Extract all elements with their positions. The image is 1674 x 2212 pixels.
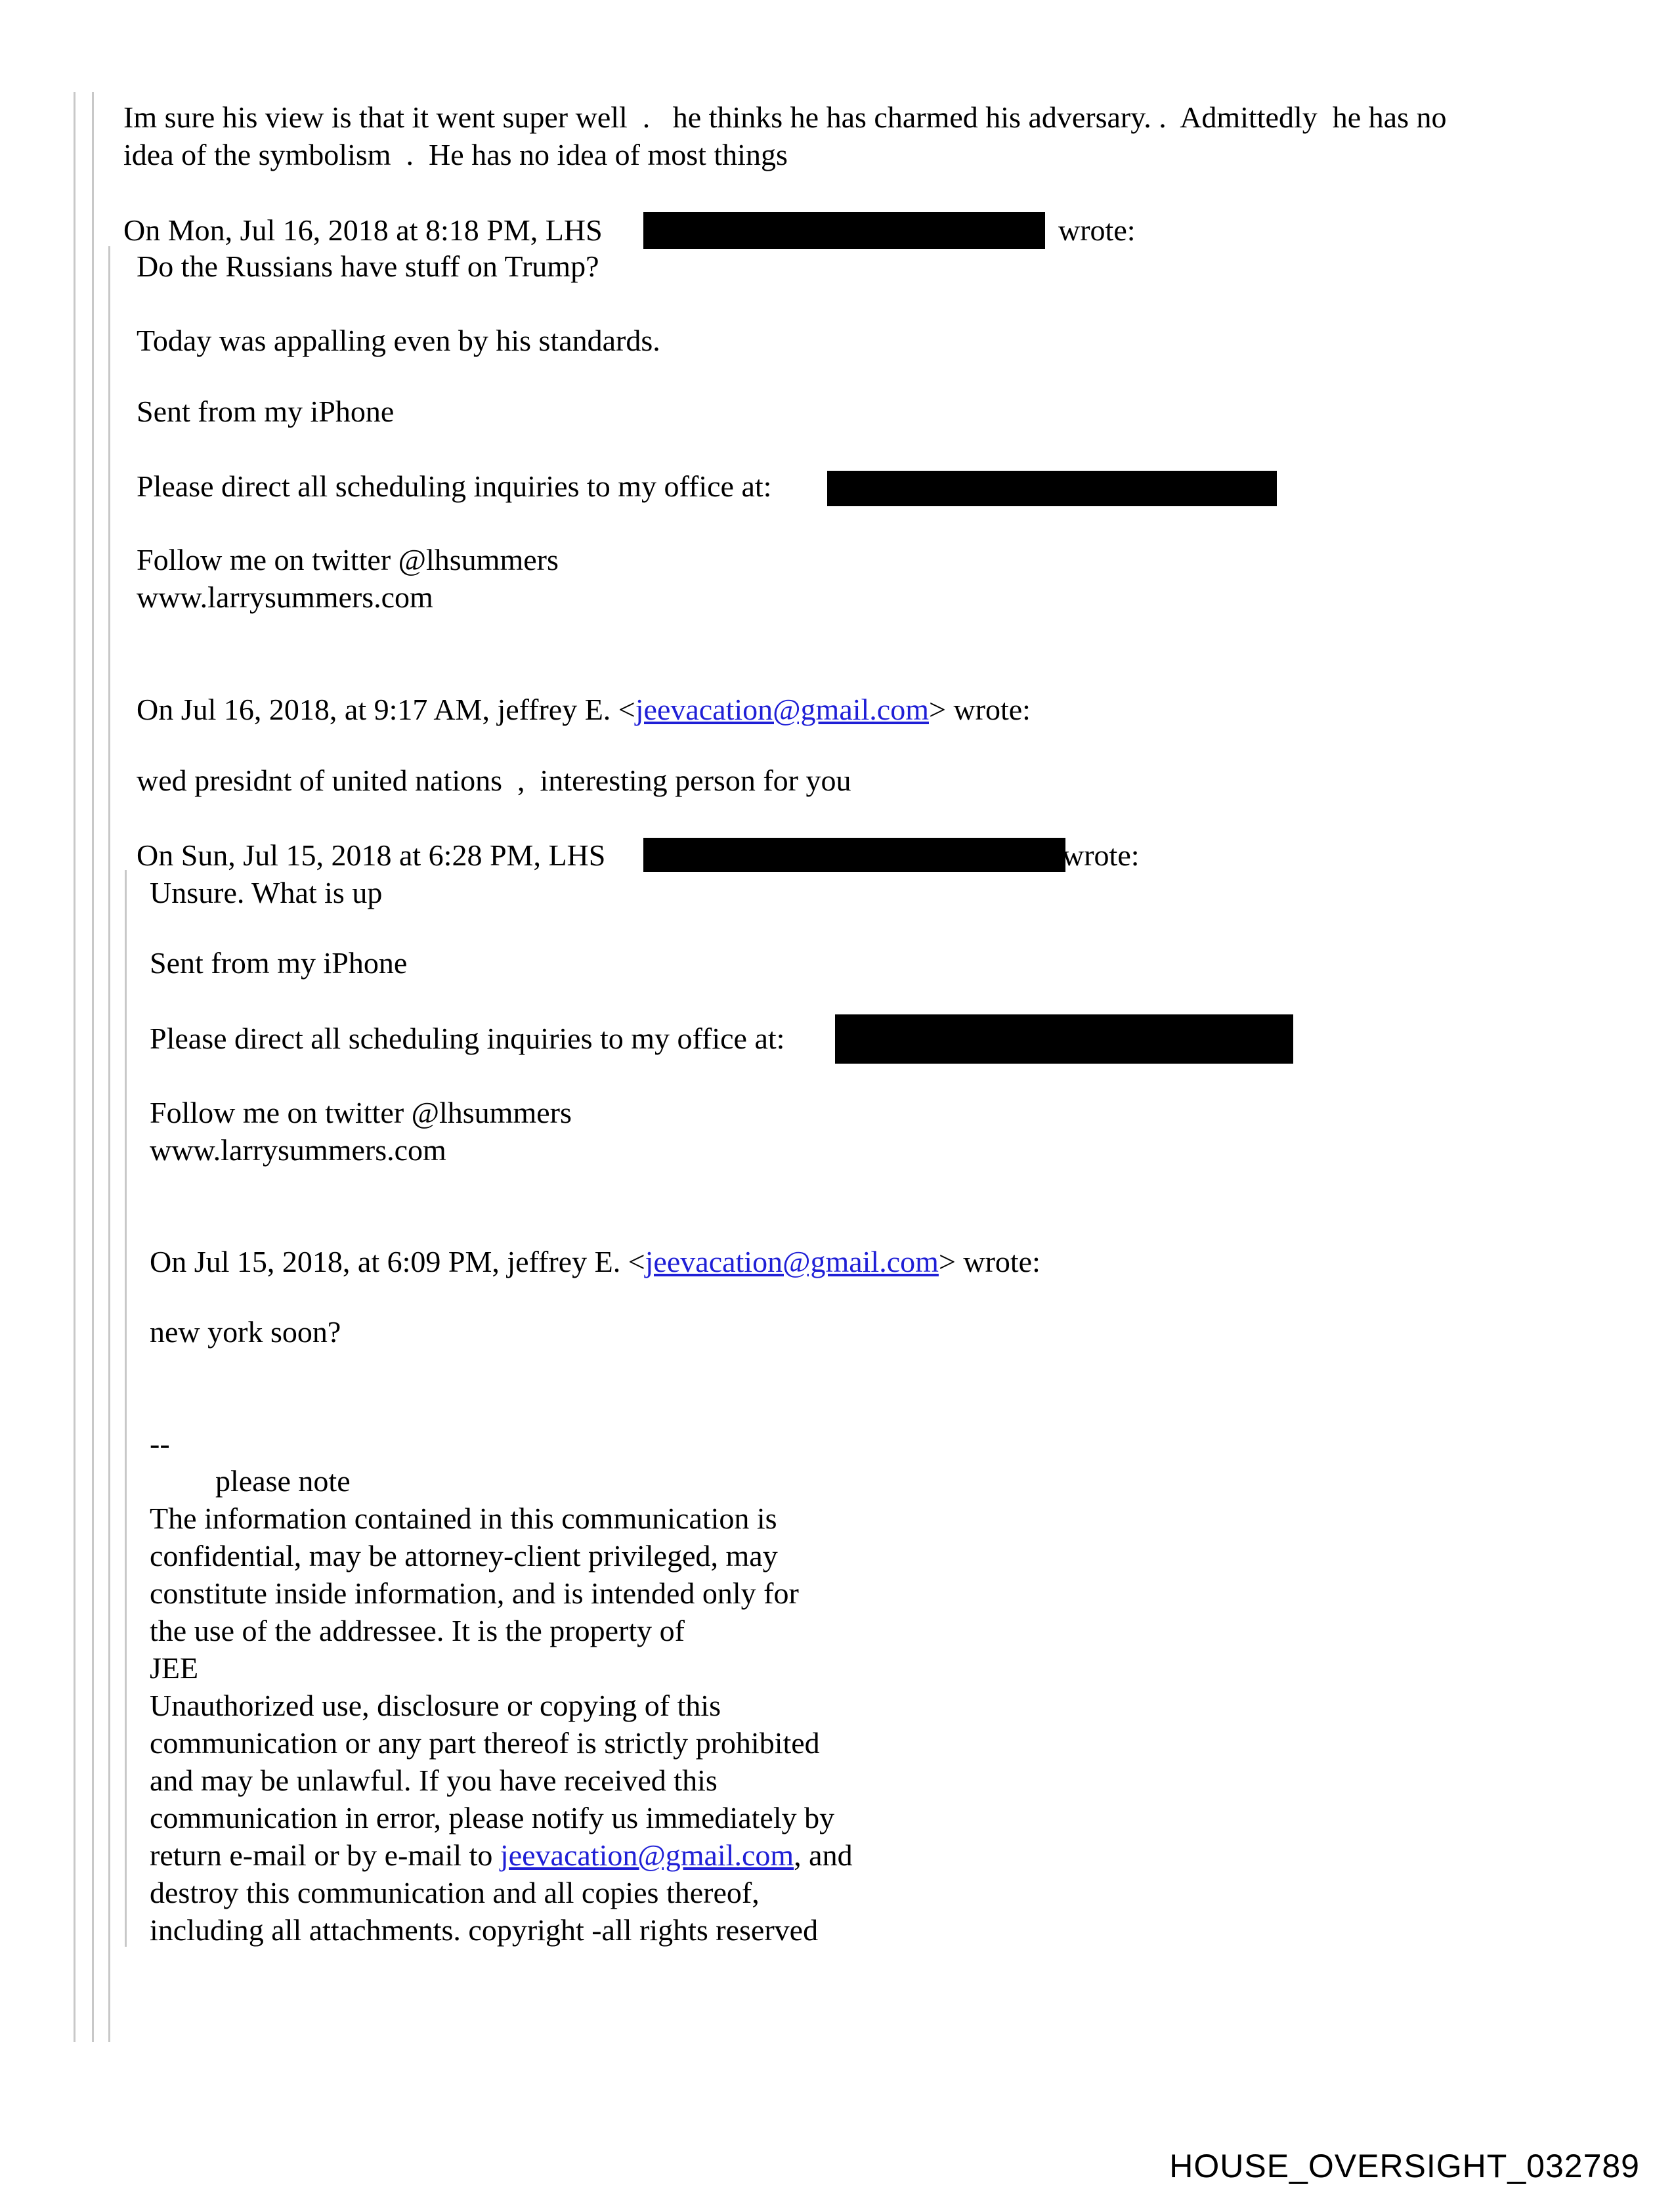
disclaimer-line: JEE	[150, 1651, 199, 1685]
scheduling-note: Please direct all scheduling inquiries to my office at:	[150, 1022, 785, 1055]
disclaimer-line: destroy this communication and all copies thereof,	[150, 1876, 760, 1909]
redaction-box	[827, 471, 1277, 506]
message-header-suffix: wrote:	[1058, 213, 1136, 247]
quote-bar	[74, 92, 75, 2042]
header-text: On Jul 16, 2018, at 9:17 AM, jeffrey E. <	[137, 693, 635, 726]
disclaimer-line: communication or any part thereof is strictly prohibited	[150, 1726, 820, 1760]
message-header-suffix: wrote:	[1062, 838, 1140, 872]
message-header	[150, 1243, 1041, 1280]
email-link[interactable]: jeevacation@gmail.com	[645, 1245, 939, 1278]
disclaimer-note: please note	[215, 1464, 351, 1498]
website-line: www.larrysummers.com	[137, 580, 433, 614]
website-line: www.larrysummers.com	[150, 1133, 446, 1167]
disclaimer-line: and may be unlawful. If you have received this	[150, 1764, 718, 1797]
email-link[interactable]: jeevacation@gmail.com	[635, 693, 929, 726]
disclaimer-line: The information contained in this communication is	[150, 1502, 777, 1535]
email-link[interactable]: jeevacation@gmail.com	[500, 1838, 794, 1872]
reply-line: Im sure his view is that it went super well . he thinks he has charmed his adversary. . Admittedly he has no	[123, 100, 1447, 134]
reply-line: idea of the symbolism . He has no idea of most things	[123, 138, 788, 171]
quote-bar	[125, 870, 127, 1947]
message-body: Do the Russians have stuff on Trump?	[137, 249, 599, 283]
disclaimer-text: , and	[794, 1838, 853, 1872]
redaction-box	[643, 212, 1045, 249]
disclaimer-line	[150, 1836, 853, 1874]
message-header	[137, 691, 1031, 728]
message-body: Unsure. What is up	[150, 876, 383, 909]
header-text: > wrote:	[938, 1245, 1041, 1278]
sent-from: Sent from my iPhone	[137, 395, 395, 428]
bates-number: HOUSE_OVERSIGHT_032789	[1169, 2148, 1640, 2184]
message-body: new york soon?	[150, 1315, 341, 1349]
message-header: On Mon, Jul 16, 2018 at 8:18 PM, LHS	[123, 213, 603, 247]
sent-from: Sent from my iPhone	[150, 946, 408, 980]
scheduling-note: Please direct all scheduling inquiries to my office at:	[137, 469, 772, 503]
disclaimer-text: return e-mail or by e-mail to	[150, 1838, 500, 1872]
disclaimer-line: constitute inside information, and is intended only for	[150, 1576, 799, 1610]
signature-separator: --	[150, 1427, 170, 1460]
disclaimer-line: communication in error, please notify us immediately by	[150, 1801, 835, 1834]
quote-bar	[108, 246, 110, 2042]
message-body: wed presidnt of united nations , interesting person for you	[137, 764, 851, 797]
quote-bar	[92, 92, 94, 2042]
header-text: > wrote:	[929, 693, 1031, 726]
message-body: Today was appalling even by his standards.	[137, 324, 660, 357]
redaction-box	[643, 838, 1065, 872]
disclaimer-line: Unauthorized use, disclosure or copying of this	[150, 1689, 721, 1722]
redaction-box	[835, 1014, 1293, 1064]
twitter-line: Follow me on twitter @lhsummers	[150, 1096, 572, 1129]
header-text: On Jul 15, 2018, at 6:09 PM, jeffrey E. <	[150, 1245, 645, 1278]
twitter-line: Follow me on twitter @lhsummers	[137, 543, 559, 576]
disclaimer-line: confidential, may be attorney-client privileged, may	[150, 1539, 778, 1572]
disclaimer-line: the use of the addressee. It is the property of	[150, 1614, 685, 1647]
disclaimer-line: including all attachments. copyright -all rights reserved	[150, 1913, 819, 1947]
message-header: On Sun, Jul 15, 2018 at 6:28 PM, LHS	[137, 838, 606, 872]
